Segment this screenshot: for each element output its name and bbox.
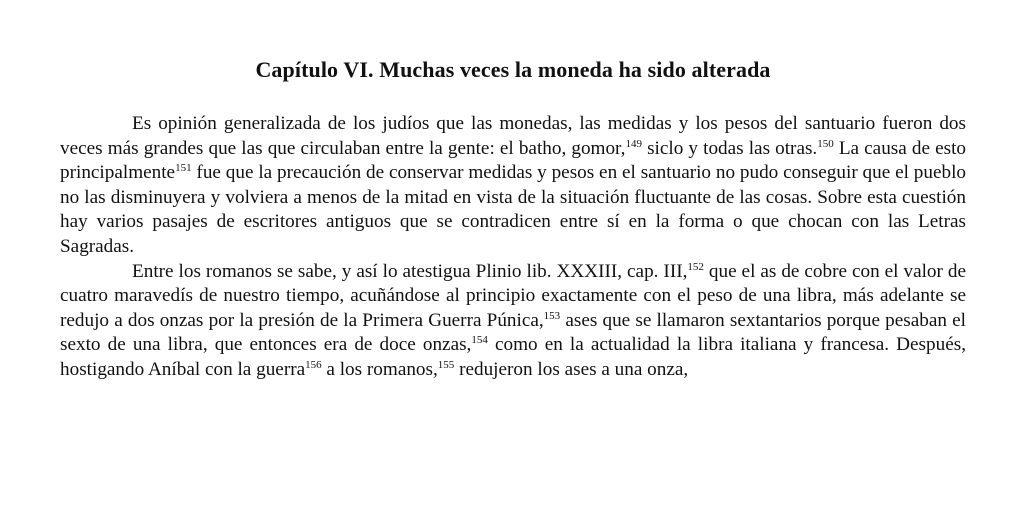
paragraph-2 [60, 260, 966, 383]
text-run: redujeron los ases a una onza, [454, 358, 689, 380]
text-run: siclo y todas las otras. [641, 137, 818, 159]
text-run: Es opinión generalizada de los judíos que las monedas, las medidas y los pesos del santuario fueron dos veces más grandes que las que circulaban entre la gente: el batho, gomor, [60, 113, 966, 159]
footnote-ref: 151 [175, 162, 192, 175]
footnote-ref: 156 [305, 358, 322, 371]
footnote-ref: 149 [625, 137, 642, 150]
document-page [60, 56, 966, 383]
text-run: fue que la precaución de conservar medidas y pesos en el santuario no pudo conseguir que el pueblo no las disminuyera y volviera a menos de la mitad en vista de la situación fluctuante de las cosas. Sobre esta cuestión hay varios pasajes de escritores antiguos que se contradicen entre sí en la forma o que chocan con las Letras Sagradas. [60, 162, 966, 257]
text-run: La causa de esto principalmente [60, 137, 966, 184]
text-run: Entre los romanos se sabe, y así lo atestigua Plinio lib. XXXIII, cap. III, [132, 260, 688, 282]
footnote-ref: 154 [471, 334, 488, 347]
text-run: ases que se llamaron sextantarios porque pesaban el sexto de una libra, que entonces era de doce onzas, [60, 309, 966, 356]
footnote-ref: 155 [437, 358, 455, 371]
footnote-ref: 152 [687, 260, 704, 273]
chapter-title: Capítulo VI. Muchas veces la moneda ha sido alterada [255, 57, 771, 82]
footnote-ref: 150 [817, 137, 834, 150]
paragraph-1 [60, 112, 966, 260]
text-run: como en la actualidad la libra italiana y francesa. Después, hostigando Aníbal con la guerra [60, 334, 966, 380]
text-run: a los romanos, [321, 358, 438, 380]
footnote-ref: 153 [543, 309, 561, 322]
text-run: que el as de cobre con el valor de cuatro maravedís de nuestro tiempo, acuñándose al principio exactamente con el peso de una libra, más adelante se redujo a dos onzas por la presión de la Primera Guerra Púnica, [60, 260, 966, 331]
